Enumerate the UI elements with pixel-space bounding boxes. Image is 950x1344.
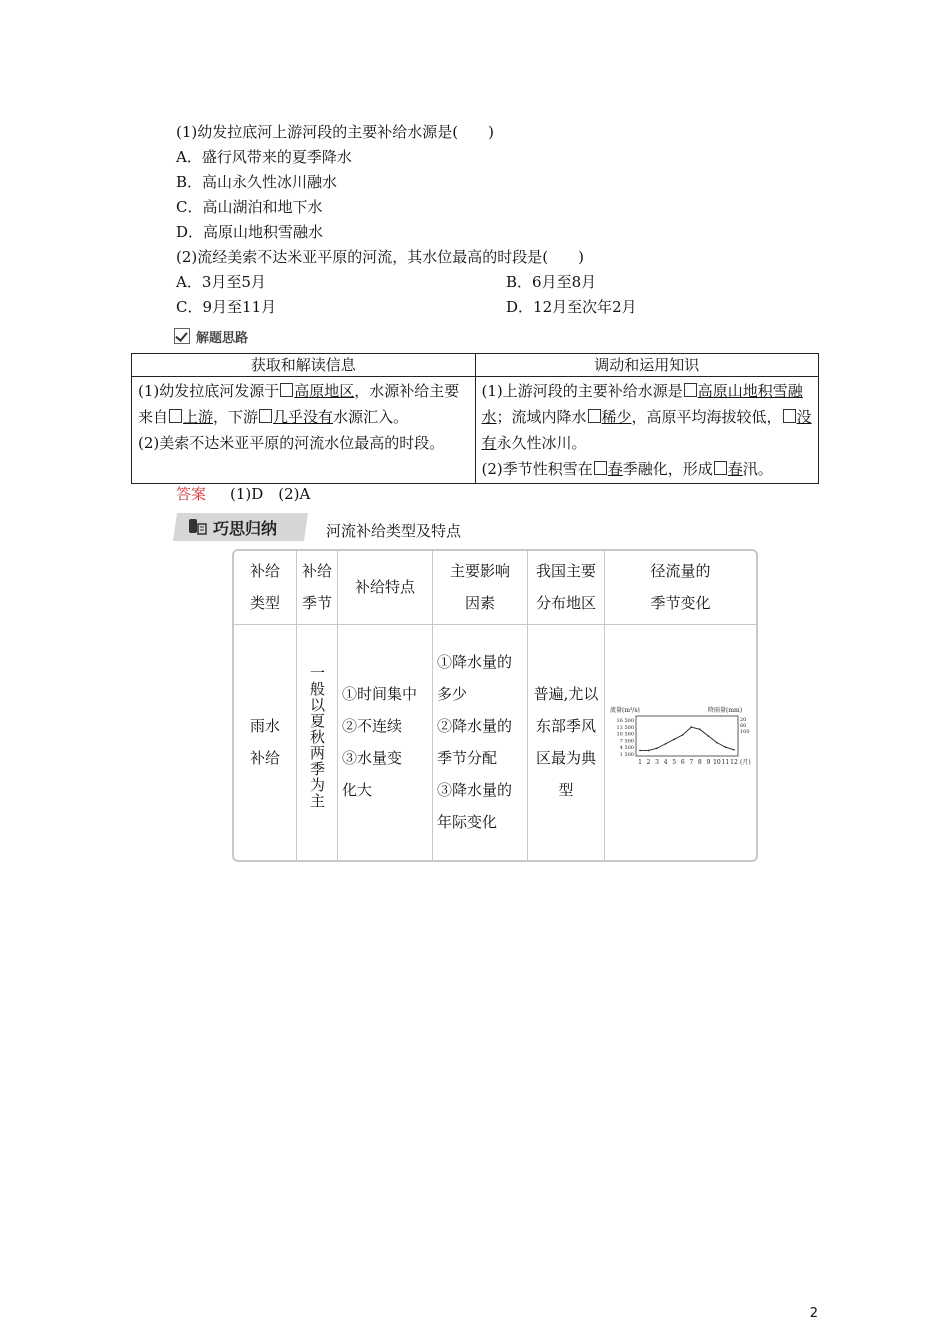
- runoff-chart: [608, 702, 753, 772]
- runoff-point: [656, 747, 658, 749]
- header-cell: 补给特点: [338, 551, 433, 624]
- header-cell: 补给类型: [234, 551, 297, 624]
- x-tick-label: 5: [672, 758, 677, 766]
- features-cell: ①时间集中 ②不连续 ③水量变化大: [338, 624, 433, 860]
- header-cell: 径流量的季节变化: [605, 551, 757, 624]
- blank-box: [259, 409, 272, 423]
- q2-option-a: A．3月至5月: [176, 273, 266, 291]
- page-number: 2: [809, 1306, 818, 1321]
- blank-box: [280, 383, 293, 397]
- q1-option-b: B．高山永久性冰川融水: [176, 173, 338, 191]
- x-tick-label: 1: [638, 758, 642, 766]
- region-cell: 普遍,尤以东部季风区最为典型: [528, 624, 605, 860]
- blank-box: [169, 409, 182, 423]
- blank-box: [588, 409, 601, 423]
- runoff-point: [665, 743, 667, 745]
- q2-option-b: B．6月至8月: [506, 273, 597, 291]
- q1-option-a: A．盛行风带来的夏季降水: [176, 148, 352, 166]
- summary-title: 河流补给类型及特点: [326, 522, 462, 540]
- thinking-table: [131, 353, 819, 484]
- y-tick-label: 10 500: [616, 731, 634, 738]
- blank-box: [594, 461, 607, 475]
- runoff-point: [699, 728, 701, 730]
- x-tick-label: 6: [680, 758, 685, 766]
- supply-table: [232, 549, 758, 862]
- y2-tick-label: 20: [740, 716, 747, 723]
- summary-badge-label: 巧思归纳: [213, 519, 278, 538]
- answer-label: 答案: [176, 485, 207, 503]
- x-tick-label: 8: [697, 758, 702, 766]
- x-tick-label: 3: [655, 758, 660, 766]
- x-tick-label: 2: [646, 758, 651, 766]
- runoff-point: [639, 749, 641, 751]
- y-tick-label: 16 500: [616, 717, 634, 724]
- question-1: (1)幼发拉底河上游河段的主要补给水源是( ): [176, 123, 494, 141]
- y-tick-label: 1 500: [619, 751, 634, 758]
- x-tick-label: 7: [689, 758, 694, 766]
- question-2: (2)流经美索不达米亚平原的河流，其水位最高的时段是( ): [176, 248, 584, 266]
- x-tick-label: 4: [663, 758, 668, 766]
- knowledge-cell: (1)上游河段的主要补给水源是 高原山地积雪融水；流域内降水 稀少，高原平均海拔较低， 没有永久性冰川。 (2)季节性积雪在 春季融化，形成 春汛。: [475, 377, 819, 484]
- y-tick-label: 7 500: [619, 738, 634, 745]
- pen-hand-icon: [187, 517, 209, 537]
- runoff-point: [733, 749, 735, 751]
- y-tick-label: 13 500: [616, 724, 634, 731]
- header-cell: 补给季节: [297, 551, 338, 624]
- q2-option-d: D．12月至次年2月: [506, 298, 637, 316]
- y-axis-label: 流量(m³/s): [610, 706, 640, 714]
- blank-box: [714, 461, 727, 475]
- thinking-label: 解题思路: [196, 331, 249, 346]
- type-cell: 雨水补给: [234, 624, 297, 860]
- blank-box: [783, 409, 796, 423]
- q1-option-d: D．高原山地积雪融水: [176, 223, 324, 241]
- x-tick-label: 10: [713, 758, 721, 766]
- q1-option-c: C．高山湖泊和地下水: [176, 198, 323, 216]
- runoff-point: [682, 734, 684, 736]
- y2-tick-label: 100: [740, 728, 750, 735]
- y2-tick-label: 60: [740, 722, 747, 729]
- x-tick-label: 9: [706, 758, 711, 766]
- runoff-chart-cell: [605, 624, 757, 860]
- runoff-point: [648, 749, 650, 751]
- checkbox-icon: [174, 328, 190, 344]
- runoff-point: [716, 742, 718, 744]
- info-cell: (1)幼发拉底河发源于 高原地区，水源补给主要来自 上游，下游 几乎没有水源汇入。 (2)美索不达米亚平原的河流水位最高的时段。: [132, 377, 476, 484]
- runoff-point: [725, 746, 727, 748]
- runoff-point: [690, 726, 692, 728]
- x-tick-label: 12: [730, 758, 738, 766]
- thinking-col1-header: 获取和解读信息: [132, 354, 476, 377]
- header-cell: 主要影响因素: [433, 551, 528, 624]
- answer-text: (1)D (2)A: [230, 485, 311, 503]
- x-tick-label: 11: [721, 758, 730, 766]
- runoff-point: [673, 738, 675, 740]
- blank-box: [684, 383, 697, 397]
- x-unit-label: (月): [740, 758, 751, 766]
- header-cell: 我国主要分布地区: [528, 551, 605, 624]
- factors-cell: ①降水量的多少 ②降水量的季节分配 ③降水量的年际变化: [433, 624, 528, 860]
- runoff-point: [708, 735, 710, 737]
- summary-badge: [173, 513, 308, 541]
- y2-axis-label: 降雨量(mm): [708, 706, 743, 714]
- runoff-line: [640, 727, 734, 750]
- season-cell: 一般以夏秋两季为主: [297, 624, 338, 860]
- q2-option-c: C．9月至11月: [176, 298, 277, 316]
- y-tick-label: 4 500: [619, 744, 634, 751]
- thinking-col2-header: 调动和运用知识: [475, 354, 819, 377]
